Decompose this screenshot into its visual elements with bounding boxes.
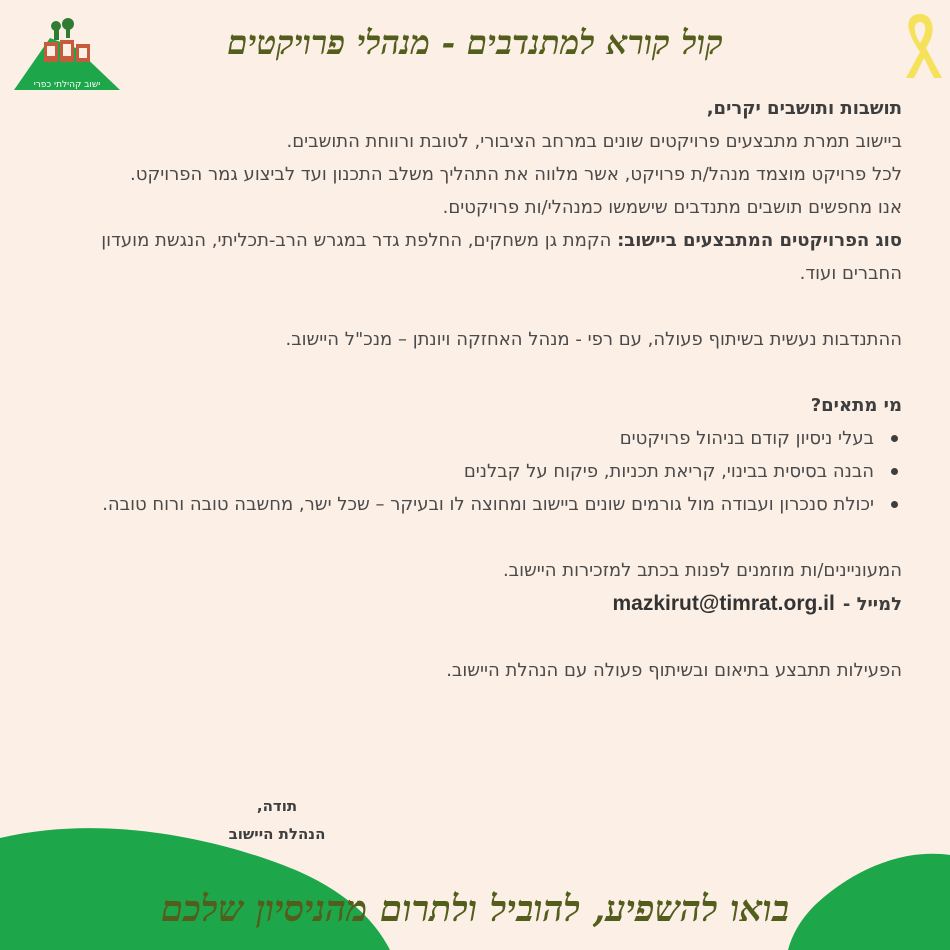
intro-line-2: לכל פרויקט מוצמד מנהל/ת פרויקט, אשר מלווה את התהליך משלב התכנון ועד לביצוע גמר הפרויקט. (130, 164, 902, 185)
thanks-text: תודה, (256, 797, 298, 815)
bullet-icon (891, 501, 898, 508)
closing-note: הפעילות תתבצע בתיאום ובשיתוף פעולה עם הנהלת היישוב. (446, 660, 902, 681)
projects-label: סוג הפרויקטים המתבצעים ביישוב: (617, 230, 902, 251)
intro-line-1: ביישוב תמרת מתבצעים פרויקטים שונים במרחב הציבורי, לטובת ורווחת התושבים. (286, 131, 902, 152)
email-link[interactable]: mazkirut@timrat.org.il (612, 592, 835, 615)
footer-slogan: בואו להשפיע, להוביל ולתרום מהניסיון שלכם (160, 888, 790, 930)
letter-body (42, 92, 902, 687)
list-item: בעלי ניסיון קודם בניהול פרויקטים (42, 422, 902, 455)
yellow-ribbon-icon (896, 8, 944, 80)
projects-paragraph (42, 224, 902, 290)
page-title: קול קורא למתנדבים - מנהלי פרויקטים (227, 23, 723, 62)
requirements-list (42, 422, 902, 521)
greeting: תושבות ותושבים יקרים, (706, 98, 902, 119)
cooperation-line: ההתנדבות נעשית בשיתוף פעולה, עם רפי - מנהל האחזקה ויונתן – מנכ"ל היישוב. (285, 329, 902, 350)
email-line (42, 587, 902, 621)
bullet-icon (891, 468, 898, 475)
projects-text: הקמת גן משחקים, החלפת גדר במגרש הרב-תכליתי, הנגשת מועדון החברים ועוד. (101, 230, 902, 284)
email-label: למייל - (842, 594, 902, 615)
list-item: הבנה בסיסית בבינוי, קריאת תכניות, פיקוח על קבלנים (42, 455, 902, 488)
bullet-icon (891, 435, 898, 442)
village-logo (14, 18, 120, 94)
list-item: יכולת סנכרון ועבודה מול גורמים שונים ביישוב ומחוצה לו ובעיקר – שכל ישר, מחשבה טובה ורוח טובה. (42, 488, 902, 521)
logo-caption: ישוב קהילתי כפרי (33, 80, 101, 90)
requirements-heading: מי מתאים? (810, 395, 902, 416)
signoff (212, 792, 342, 848)
signature-text: הנהלת היישוב (228, 825, 326, 843)
intro-line-3: אנו מחפשים תושבים מתנדבים שישמשו כמנהלי/ות פרויקטים. (442, 197, 902, 218)
contact-invite: המעוניינים/ות מוזמנים לפנות בכתב למזכירות היישוב. (502, 560, 902, 581)
